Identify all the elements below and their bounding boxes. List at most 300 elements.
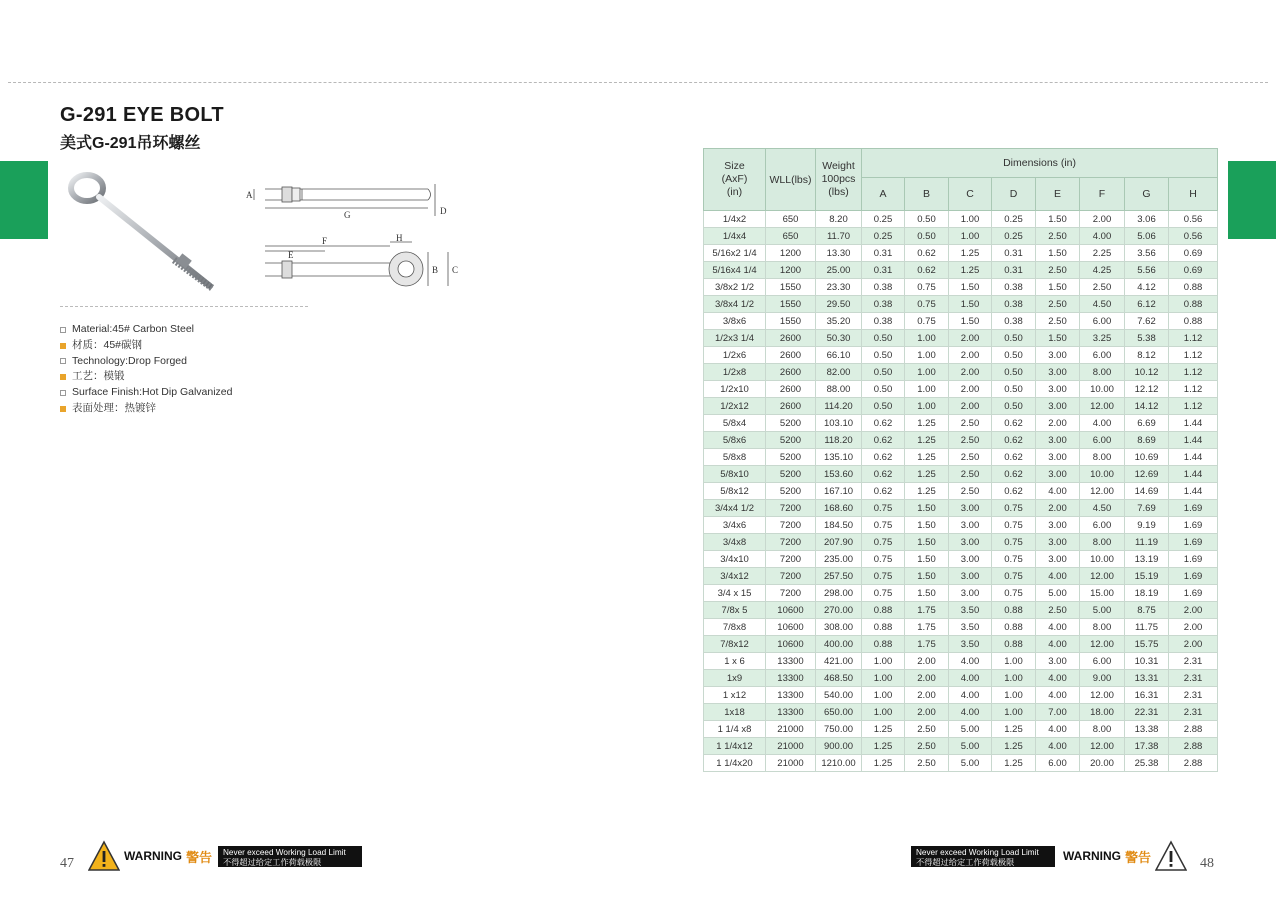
table-cell: 4.12 bbox=[1125, 279, 1169, 296]
table-cell: 1.00 bbox=[862, 653, 905, 670]
table-cell: 0.75 bbox=[992, 585, 1036, 602]
table-cell: 5.00 bbox=[1080, 602, 1125, 619]
table-cell: 0.62 bbox=[905, 245, 949, 262]
table-cell: 17.38 bbox=[1125, 738, 1169, 755]
table-cell: 2.00 bbox=[1169, 602, 1218, 619]
table-cell: 1.00 bbox=[905, 381, 949, 398]
warning-label-chinese: 警告 bbox=[186, 849, 213, 865]
table-cell: 0.62 bbox=[862, 449, 905, 466]
table-cell: 7.00 bbox=[1036, 704, 1080, 721]
table-cell: 5.38 bbox=[1125, 330, 1169, 347]
table-cell: 3/8x4 1/2 bbox=[704, 296, 766, 313]
warning-banner-left bbox=[88, 838, 362, 874]
table-cell: 0.38 bbox=[992, 296, 1036, 313]
table-cell: 2600 bbox=[766, 364, 816, 381]
table-cell: 0.25 bbox=[862, 228, 905, 245]
label-e: E bbox=[288, 250, 294, 260]
warning-note-cn: 不得超过给定工作荷载极限 bbox=[223, 857, 322, 867]
product-title-chinese: 美式G-291吊环螺丝 bbox=[60, 135, 201, 152]
table-row bbox=[704, 534, 1218, 551]
table-cell: 3/4x6 bbox=[704, 517, 766, 534]
table-cell: 0.25 bbox=[862, 211, 905, 228]
table-row bbox=[704, 602, 1218, 619]
table-cell: 2.00 bbox=[1169, 619, 1218, 636]
table-cell: 0.38 bbox=[862, 313, 905, 330]
table-cell: 118.20 bbox=[816, 432, 862, 449]
spec-text: 材质：45#碳钢 bbox=[72, 338, 143, 351]
table-cell: 1.12 bbox=[1169, 398, 1218, 415]
table-cell: 12.00 bbox=[1080, 738, 1125, 755]
table-cell: 6.00 bbox=[1036, 755, 1080, 772]
table-cell: 1.25 bbox=[949, 245, 992, 262]
table-cell: 1.00 bbox=[905, 347, 949, 364]
table-row bbox=[704, 653, 1218, 670]
table-cell: 29.50 bbox=[816, 296, 862, 313]
table-cell: 5/16x4 1/4 bbox=[704, 262, 766, 279]
table-cell: 1.69 bbox=[1169, 551, 1218, 568]
table-cell: 0.88 bbox=[862, 602, 905, 619]
table-row bbox=[704, 228, 1218, 245]
table-cell: 0.50 bbox=[992, 330, 1036, 347]
table-cell: 1.00 bbox=[905, 364, 949, 381]
table-cell: 135.10 bbox=[816, 449, 862, 466]
table-cell: 0.62 bbox=[992, 466, 1036, 483]
spec-item bbox=[60, 322, 233, 338]
table-cell: 0.75 bbox=[862, 585, 905, 602]
table-cell: 2.50 bbox=[949, 449, 992, 466]
table-cell: 6.00 bbox=[1080, 432, 1125, 449]
bullet-icon bbox=[60, 374, 66, 380]
table-cell: 4.25 bbox=[1080, 262, 1125, 279]
table-cell: 1.50 bbox=[1036, 211, 1080, 228]
table-cell: 235.00 bbox=[816, 551, 862, 568]
bullet-icon bbox=[60, 327, 66, 333]
table-cell: 308.00 bbox=[816, 619, 862, 636]
table-cell: 10.00 bbox=[1080, 381, 1125, 398]
table-cell: 7200 bbox=[766, 500, 816, 517]
table-row bbox=[704, 432, 1218, 449]
table-cell: 3.50 bbox=[949, 636, 992, 653]
table-cell: 3.00 bbox=[1036, 381, 1080, 398]
table-cell: 0.75 bbox=[992, 534, 1036, 551]
table-cell: 1.50 bbox=[905, 500, 949, 517]
table-cell: 1 x12 bbox=[704, 687, 766, 704]
table-cell: 540.00 bbox=[816, 687, 862, 704]
table-cell: 5200 bbox=[766, 483, 816, 500]
col-header-dim: G bbox=[1125, 178, 1169, 211]
table-row bbox=[704, 687, 1218, 704]
table-cell: 2600 bbox=[766, 398, 816, 415]
spec-item bbox=[60, 338, 233, 354]
table-cell: 4.00 bbox=[949, 670, 992, 687]
col-header-weight: Weight 100pcs (lbs) bbox=[816, 149, 862, 211]
table-cell: 1200 bbox=[766, 262, 816, 279]
table-cell: 1.00 bbox=[905, 398, 949, 415]
table-cell: 421.00 bbox=[816, 653, 862, 670]
label-h: H bbox=[396, 233, 403, 243]
table-cell: 9.00 bbox=[1080, 670, 1125, 687]
table-cell: 10600 bbox=[766, 602, 816, 619]
left-page-tab bbox=[0, 161, 48, 239]
warning-note bbox=[218, 846, 362, 867]
table-row bbox=[704, 245, 1218, 262]
table-cell: 21000 bbox=[766, 721, 816, 738]
warning-note-cn: 不得超过给定工作荷载极限 bbox=[916, 857, 1015, 867]
table-cell: 1.25 bbox=[992, 738, 1036, 755]
warning-label-chinese: 警告 bbox=[1125, 849, 1152, 865]
table-cell: 3.50 bbox=[949, 602, 992, 619]
table-cell: 5.00 bbox=[1036, 585, 1080, 602]
table-cell: 0.75 bbox=[992, 517, 1036, 534]
table-cell: 11.19 bbox=[1125, 534, 1169, 551]
table-cell: 1.00 bbox=[992, 653, 1036, 670]
table-cell: 7/8x12 bbox=[704, 636, 766, 653]
product-title: G-291 EYE BOLT bbox=[60, 104, 224, 126]
table-cell: 5/8x4 bbox=[704, 415, 766, 432]
table-cell: 153.60 bbox=[816, 466, 862, 483]
table-cell: 0.88 bbox=[1169, 313, 1218, 330]
table-cell: 1.00 bbox=[949, 228, 992, 245]
table-row bbox=[704, 330, 1218, 347]
table-cell: 3.00 bbox=[949, 534, 992, 551]
table-row bbox=[704, 585, 1218, 602]
table-cell: 1.50 bbox=[949, 313, 992, 330]
table-cell: 20.00 bbox=[1080, 755, 1125, 772]
table-cell: 0.75 bbox=[862, 500, 905, 517]
table-cell: 650 bbox=[766, 211, 816, 228]
table-cell: 0.69 bbox=[1169, 262, 1218, 279]
table-cell: 3/4x4 1/2 bbox=[704, 500, 766, 517]
table-row bbox=[704, 398, 1218, 415]
table-cell: 2.88 bbox=[1169, 755, 1218, 772]
table-cell: 2.31 bbox=[1169, 653, 1218, 670]
table-cell: 3.00 bbox=[1036, 517, 1080, 534]
table-cell: 8.69 bbox=[1125, 432, 1169, 449]
table-cell: 0.50 bbox=[862, 347, 905, 364]
table-cell: 0.50 bbox=[992, 398, 1036, 415]
table-cell: 11.75 bbox=[1125, 619, 1169, 636]
table-cell: 1.75 bbox=[905, 636, 949, 653]
table-cell: 2.31 bbox=[1169, 687, 1218, 704]
table-cell: 3.00 bbox=[949, 568, 992, 585]
table-cell: 12.00 bbox=[1080, 687, 1125, 704]
table-cell: 4.50 bbox=[1080, 500, 1125, 517]
table-cell: 2.00 bbox=[1036, 500, 1080, 517]
table-cell: 15.75 bbox=[1125, 636, 1169, 653]
table-cell: 7200 bbox=[766, 585, 816, 602]
table-cell: 5/8x8 bbox=[704, 449, 766, 466]
table-cell: 1/2x10 bbox=[704, 381, 766, 398]
table-cell: 900.00 bbox=[816, 738, 862, 755]
table-cell: 10.00 bbox=[1080, 551, 1125, 568]
table-row bbox=[704, 449, 1218, 466]
table-cell: 7200 bbox=[766, 517, 816, 534]
table-row bbox=[704, 381, 1218, 398]
table-row bbox=[704, 466, 1218, 483]
table-cell: 2600 bbox=[766, 330, 816, 347]
table-row bbox=[704, 636, 1218, 653]
table-cell: 400.00 bbox=[816, 636, 862, 653]
table-cell: 5/16x2 1/4 bbox=[704, 245, 766, 262]
table-cell: 2.00 bbox=[949, 398, 992, 415]
table-cell: 1.44 bbox=[1169, 449, 1218, 466]
table-cell: 8.00 bbox=[1080, 534, 1125, 551]
table-cell: 270.00 bbox=[816, 602, 862, 619]
table-cell: 6.00 bbox=[1080, 517, 1125, 534]
table-cell: 3/4x10 bbox=[704, 551, 766, 568]
table-cell: 5.00 bbox=[949, 721, 992, 738]
table-cell: 1.69 bbox=[1169, 534, 1218, 551]
table-cell: 1.69 bbox=[1169, 585, 1218, 602]
table-cell: 0.62 bbox=[992, 415, 1036, 432]
table-cell: 1.69 bbox=[1169, 517, 1218, 534]
table-cell: 1550 bbox=[766, 279, 816, 296]
table-row bbox=[704, 313, 1218, 330]
table-cell: 4.00 bbox=[1036, 738, 1080, 755]
table-row bbox=[704, 211, 1218, 228]
table-cell: 1.25 bbox=[862, 721, 905, 738]
table-cell: 2.00 bbox=[949, 364, 992, 381]
table-cell: 1 x 6 bbox=[704, 653, 766, 670]
table-cell: 2.50 bbox=[905, 738, 949, 755]
table-cell: 88.00 bbox=[816, 381, 862, 398]
warning-note-en: Never exceed Working Load Limit bbox=[916, 847, 1039, 857]
table-cell: 1.50 bbox=[905, 517, 949, 534]
table-cell: 1.12 bbox=[1169, 330, 1218, 347]
table-row bbox=[704, 364, 1218, 381]
table-cell: 1.25 bbox=[905, 415, 949, 432]
spec-divider bbox=[60, 306, 308, 307]
table-cell: 13300 bbox=[766, 653, 816, 670]
label-b: B bbox=[432, 265, 439, 275]
table-cell: 2.50 bbox=[949, 415, 992, 432]
label-a: A bbox=[246, 190, 253, 200]
eye-bolt-photo bbox=[62, 168, 222, 296]
warning-note bbox=[911, 846, 1055, 867]
table-cell: 13300 bbox=[766, 670, 816, 687]
table-cell: 50.30 bbox=[816, 330, 862, 347]
table-cell: 5200 bbox=[766, 432, 816, 449]
table-cell: 6.00 bbox=[1080, 347, 1125, 364]
table-cell: 1/2x3 1/4 bbox=[704, 330, 766, 347]
table-cell: 3.06 bbox=[1125, 211, 1169, 228]
table-cell: 3.00 bbox=[1036, 449, 1080, 466]
table-cell: 2.31 bbox=[1169, 670, 1218, 687]
table-cell: 1200 bbox=[766, 245, 816, 262]
table-cell: 0.75 bbox=[862, 551, 905, 568]
table-cell: 14.69 bbox=[1125, 483, 1169, 500]
table-cell: 1.25 bbox=[862, 738, 905, 755]
table-cell: 12.69 bbox=[1125, 466, 1169, 483]
table-cell: 16.31 bbox=[1125, 687, 1169, 704]
table-cell: 4.00 bbox=[1036, 483, 1080, 500]
table-cell: 1.25 bbox=[949, 262, 992, 279]
warning-triangle-icon bbox=[88, 840, 120, 872]
table-cell: 1.44 bbox=[1169, 432, 1218, 449]
table-cell: 3.00 bbox=[949, 517, 992, 534]
table-cell: 3.00 bbox=[949, 585, 992, 602]
table-cell: 1.75 bbox=[905, 602, 949, 619]
table-cell: 8.00 bbox=[1080, 364, 1125, 381]
table-row bbox=[704, 619, 1218, 636]
table-cell: 3.00 bbox=[1036, 534, 1080, 551]
table-cell: 468.50 bbox=[816, 670, 862, 687]
table-cell: 0.50 bbox=[992, 347, 1036, 364]
table-row bbox=[704, 704, 1218, 721]
table-cell: 4.00 bbox=[949, 687, 992, 704]
table-cell: 184.50 bbox=[816, 517, 862, 534]
table-cell: 14.12 bbox=[1125, 398, 1169, 415]
table-cell: 1.25 bbox=[905, 483, 949, 500]
table-cell: 1.00 bbox=[992, 687, 1036, 704]
table-cell: 0.88 bbox=[992, 619, 1036, 636]
table-cell: 1.69 bbox=[1169, 500, 1218, 517]
table-cell: 1 1/4x12 bbox=[704, 738, 766, 755]
table-cell: 4.00 bbox=[1036, 636, 1080, 653]
page-number-right: 48 bbox=[1200, 856, 1214, 871]
table-cell: 10.69 bbox=[1125, 449, 1169, 466]
table-cell: 0.88 bbox=[862, 619, 905, 636]
table-cell: 1.25 bbox=[905, 466, 949, 483]
col-header-size: Size (AxF) (in) bbox=[704, 149, 766, 211]
table-cell: 2.50 bbox=[949, 483, 992, 500]
table-cell: 4.00 bbox=[949, 653, 992, 670]
table-cell: 4.00 bbox=[1036, 568, 1080, 585]
table-cell: 0.88 bbox=[1169, 279, 1218, 296]
table-cell: 5/8x6 bbox=[704, 432, 766, 449]
table-cell: 4.00 bbox=[1080, 228, 1125, 245]
table-cell: 0.75 bbox=[905, 313, 949, 330]
table-cell: 12.00 bbox=[1080, 483, 1125, 500]
table-cell: 3/4x8 bbox=[704, 534, 766, 551]
right-page-tab bbox=[1228, 161, 1276, 239]
table-cell: 0.75 bbox=[905, 296, 949, 313]
table-cell: 8.12 bbox=[1125, 347, 1169, 364]
table-cell: 168.60 bbox=[816, 500, 862, 517]
table-cell: 2.00 bbox=[949, 381, 992, 398]
table-cell: 0.62 bbox=[862, 432, 905, 449]
table-cell: 10600 bbox=[766, 636, 816, 653]
table-cell: 7/8x8 bbox=[704, 619, 766, 636]
table-cell: 1210.00 bbox=[816, 755, 862, 772]
table-cell: 5.00 bbox=[949, 738, 992, 755]
table-cell: 15.00 bbox=[1080, 585, 1125, 602]
table-cell: 1.25 bbox=[862, 755, 905, 772]
table-cell: 0.62 bbox=[992, 483, 1036, 500]
table-cell: 2.31 bbox=[1169, 704, 1218, 721]
table-cell: 0.25 bbox=[992, 211, 1036, 228]
table-cell: 4.00 bbox=[1080, 415, 1125, 432]
table-cell: 1.75 bbox=[905, 619, 949, 636]
spec-list bbox=[60, 322, 233, 417]
table-cell: 1.50 bbox=[905, 568, 949, 585]
table-cell: 82.00 bbox=[816, 364, 862, 381]
label-c: C bbox=[452, 265, 459, 275]
table-cell: 5.56 bbox=[1125, 262, 1169, 279]
table-cell: 3/4 x 15 bbox=[704, 585, 766, 602]
table-cell: 12.12 bbox=[1125, 381, 1169, 398]
table-cell: 4.00 bbox=[1036, 670, 1080, 687]
table-cell: 1x18 bbox=[704, 704, 766, 721]
table-cell: 5200 bbox=[766, 415, 816, 432]
table-cell: 25.00 bbox=[816, 262, 862, 279]
table-cell: 13.31 bbox=[1125, 670, 1169, 687]
warning-label: WARNING bbox=[1063, 849, 1121, 863]
table-cell: 207.90 bbox=[816, 534, 862, 551]
table-cell: 8.20 bbox=[816, 211, 862, 228]
table-cell: 1.00 bbox=[905, 330, 949, 347]
table-cell: 3.56 bbox=[1125, 245, 1169, 262]
table-cell: 1.25 bbox=[905, 432, 949, 449]
table-cell: 22.31 bbox=[1125, 704, 1169, 721]
table-cell: 3.50 bbox=[949, 619, 992, 636]
table-cell: 13.30 bbox=[816, 245, 862, 262]
table-cell: 2.50 bbox=[949, 432, 992, 449]
table-cell: 0.31 bbox=[862, 262, 905, 279]
table-cell: 3/8x2 1/2 bbox=[704, 279, 766, 296]
table-row bbox=[704, 279, 1218, 296]
table-cell: 66.10 bbox=[816, 347, 862, 364]
table-cell: 1 1/4x20 bbox=[704, 755, 766, 772]
table-cell: 0.50 bbox=[905, 211, 949, 228]
table-cell: 3.00 bbox=[949, 500, 992, 517]
table-cell: 0.62 bbox=[862, 483, 905, 500]
table-cell: 1/2x12 bbox=[704, 398, 766, 415]
table-cell: 2.50 bbox=[1036, 313, 1080, 330]
spec-text: Surface Finish:Hot Dip Galvanized bbox=[72, 386, 233, 399]
table-cell: 13.38 bbox=[1125, 721, 1169, 738]
col-header-dim: E bbox=[1036, 178, 1080, 211]
table-cell: 12.00 bbox=[1080, 568, 1125, 585]
table-cell: 0.75 bbox=[992, 568, 1036, 585]
table-cell: 3.00 bbox=[1036, 551, 1080, 568]
table-cell: 257.50 bbox=[816, 568, 862, 585]
table-cell: 0.62 bbox=[992, 432, 1036, 449]
table-cell: 2.00 bbox=[1080, 211, 1125, 228]
table-cell: 750.00 bbox=[816, 721, 862, 738]
table-cell: 0.38 bbox=[862, 279, 905, 296]
table-cell: 3.00 bbox=[949, 551, 992, 568]
table-cell: 5200 bbox=[766, 466, 816, 483]
warning-label: WARNING bbox=[124, 849, 182, 863]
table-cell: 18.19 bbox=[1125, 585, 1169, 602]
table-cell: 0.50 bbox=[992, 364, 1036, 381]
table-cell: 0.75 bbox=[862, 517, 905, 534]
table-cell: 1.50 bbox=[1036, 279, 1080, 296]
table-cell: 1.50 bbox=[905, 534, 949, 551]
table-cell: 13.19 bbox=[1125, 551, 1169, 568]
table-cell: 4.00 bbox=[1036, 687, 1080, 704]
table-cell: 7200 bbox=[766, 568, 816, 585]
table-cell: 1.12 bbox=[1169, 364, 1218, 381]
table-cell: 2.88 bbox=[1169, 721, 1218, 738]
table-cell: 0.62 bbox=[862, 466, 905, 483]
table-cell: 5.00 bbox=[949, 755, 992, 772]
table-cell: 7.62 bbox=[1125, 313, 1169, 330]
table-row bbox=[704, 568, 1218, 585]
label-d: D bbox=[440, 206, 447, 216]
col-header-dim: A bbox=[862, 178, 905, 211]
spec-text: 工艺：模锻 bbox=[72, 370, 125, 383]
table-cell: 12.00 bbox=[1080, 398, 1125, 415]
table-cell: 0.62 bbox=[905, 262, 949, 279]
table-cell: 0.69 bbox=[1169, 245, 1218, 262]
table-cell: 3.00 bbox=[1036, 466, 1080, 483]
table-cell: 1/2x6 bbox=[704, 347, 766, 364]
dimension-table bbox=[703, 148, 1218, 772]
table-cell: 1/4x2 bbox=[704, 211, 766, 228]
table-row bbox=[704, 296, 1218, 313]
